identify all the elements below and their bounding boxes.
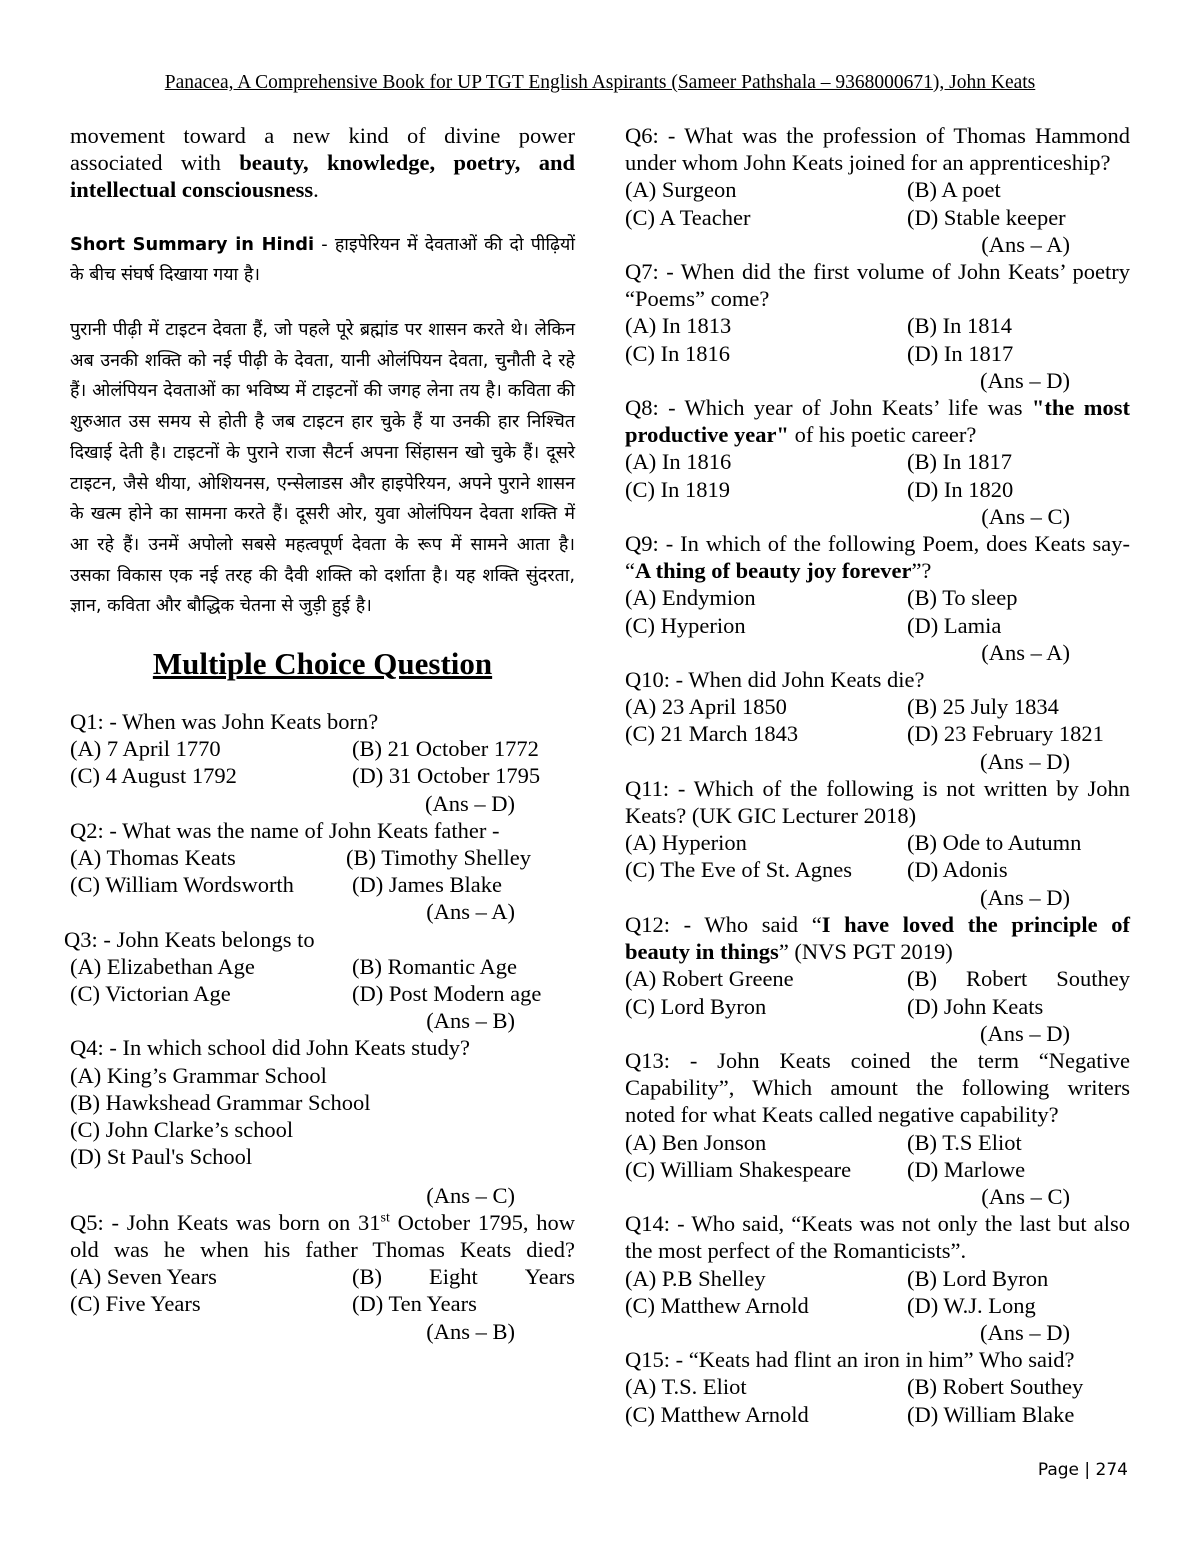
option: (A) 23 April 1850 bbox=[625, 694, 787, 720]
option: (B) Lord Byron bbox=[907, 1265, 1049, 1291]
option: (D) In 1817 bbox=[907, 340, 1014, 366]
option: (A) In 1816 bbox=[625, 449, 732, 475]
option: (C) 4 August 1792 bbox=[70, 763, 237, 789]
option: (D) William Blake bbox=[907, 1401, 1075, 1427]
answer: (Ans – C) bbox=[426, 1182, 515, 1208]
question-text: Capability”, Which amount the following writers bbox=[625, 1075, 1130, 1101]
option: (A) P.B Shelley bbox=[625, 1265, 766, 1291]
question-q5 bbox=[70, 1209, 575, 1345]
option: (C) A Teacher bbox=[625, 204, 751, 230]
option: (D) John Keats bbox=[907, 993, 1044, 1019]
question-q10 bbox=[625, 666, 1130, 775]
page-number: Page | 274 bbox=[1037, 1460, 1128, 1480]
answer: (Ans – A) bbox=[426, 899, 515, 925]
question-text: Q11: - Which of the following is not written by John bbox=[625, 775, 1130, 801]
option: (D) Lamia bbox=[907, 612, 1002, 638]
question-q8 bbox=[625, 394, 1130, 530]
option: (B) A poet bbox=[907, 177, 1001, 203]
running-header: Panacea, A Comprehensive Book for UP TGT English Aspirants (Sameer Pathshala – 9368000671), John Keats bbox=[164, 72, 1036, 93]
option: (A) King’s Grammar School bbox=[70, 1062, 327, 1088]
option: (A) Thomas Keats bbox=[70, 845, 236, 871]
option: (B) Robert Southey bbox=[907, 1374, 1084, 1400]
option: (B) Robert Southey bbox=[907, 966, 1130, 992]
question-text: the most perfect of the Romanticists”. bbox=[625, 1238, 967, 1264]
answer: (Ans – A) bbox=[981, 639, 1070, 665]
option: (D) Stable keeper bbox=[907, 204, 1066, 230]
question-q13 bbox=[625, 1047, 1130, 1210]
option: (A) Elizabethan Age bbox=[70, 953, 255, 979]
question-text: “Poems” come? bbox=[625, 286, 770, 312]
answer: (Ans – C) bbox=[981, 1183, 1070, 1209]
option: (B) In 1814 bbox=[907, 313, 1012, 339]
option: (B) Hawkshead Grammar School bbox=[70, 1089, 371, 1115]
option: (B) T.S Eliot bbox=[907, 1129, 1022, 1155]
option: (B) In 1817 bbox=[907, 449, 1012, 475]
question-q14 bbox=[625, 1210, 1130, 1346]
option: (C) Five Years bbox=[70, 1291, 201, 1317]
option: (A) Robert Greene bbox=[625, 966, 794, 992]
question-text: “A thing of beauty joy forever”? bbox=[625, 558, 932, 584]
answer: (Ans – D) bbox=[980, 1020, 1070, 1046]
option: (C) 21 March 1843 bbox=[625, 721, 799, 747]
question-text: Q4: - In which school did John Keats study? bbox=[70, 1035, 470, 1061]
question-text: Q9: - In which of the following Poem, does Keats say- bbox=[625, 531, 1130, 557]
hindi-summary-label: Short Summary in Hindi bbox=[70, 233, 315, 255]
option: (B) Romantic Age bbox=[352, 953, 517, 979]
right-column bbox=[625, 122, 1130, 1428]
option: (A) Endymion bbox=[625, 585, 756, 611]
question-text: noted for what Keats called negative capability? bbox=[625, 1102, 1059, 1128]
question-text: Q1: - When was John Keats born? bbox=[70, 709, 379, 735]
answer: (Ans – C) bbox=[981, 503, 1070, 529]
option: (C) Hyperion bbox=[625, 612, 746, 638]
answer: (Ans – D) bbox=[980, 748, 1070, 774]
option: (D) W.J. Long bbox=[907, 1292, 1036, 1318]
question-q1 bbox=[70, 708, 575, 817]
option: (A) In 1813 bbox=[625, 313, 732, 339]
option: (A) Hyperion bbox=[625, 830, 747, 856]
question-text: beauty in things” (NVS PGT 2019) bbox=[625, 939, 953, 965]
option: (B) 25 July 1834 bbox=[907, 694, 1059, 720]
question-text: Q14: - Who said, “Keats was not only the last but also bbox=[625, 1211, 1130, 1237]
intro-line: associated with beauty, knowledge, poetry, and bbox=[70, 150, 576, 176]
question-text: Q5: - John Keats was born on 31st October 1795, how bbox=[70, 1209, 575, 1235]
option: (C) William Wordsworth bbox=[70, 872, 294, 898]
question-text: Q6: - What was the profession of Thomas Hammond bbox=[625, 123, 1130, 148]
question-q7 bbox=[625, 258, 1130, 394]
intro-line: intellectual consciousness. bbox=[70, 177, 319, 203]
option: (C) In 1819 bbox=[625, 476, 730, 502]
question-q6 bbox=[625, 122, 1130, 258]
question-text: Q10: - When did John Keats die? bbox=[625, 667, 925, 693]
question-text: Q8: - Which year of John Keats’ life was "the most bbox=[625, 395, 1130, 421]
option: (C) John Clarke’s school bbox=[70, 1117, 294, 1143]
option: (C) In 1816 bbox=[625, 340, 730, 366]
answer: (Ans – A) bbox=[981, 231, 1070, 257]
option: (A) Surgeon bbox=[625, 177, 737, 203]
question-text: under whom John Keats joined for an apprenticeship? bbox=[625, 150, 1111, 176]
question-text: Q15: - “Keats had flint an iron in him” Who said? bbox=[625, 1347, 1075, 1373]
answer: (Ans – D) bbox=[425, 790, 515, 816]
option: (B) To sleep bbox=[907, 585, 1018, 611]
question-q3 bbox=[64, 926, 575, 1035]
option: (A) T.S. Eliot bbox=[625, 1374, 747, 1400]
intro-line: movement toward a new kind of divine power bbox=[70, 123, 575, 148]
answer: (Ans – B) bbox=[426, 1008, 515, 1034]
option: (D) James Blake bbox=[352, 872, 502, 898]
option: (A) Seven Years bbox=[70, 1264, 217, 1290]
option: (B) Ode to Autumn bbox=[907, 830, 1082, 856]
hindi-summary-intro: Short Summary in Hindi - हाइपेरियन में देवताओं की दो पीढ़ियों के बीच संघर्ष दिखाया गया है। bbox=[70, 233, 575, 286]
option: (C) Matthew Arnold bbox=[625, 1292, 809, 1318]
question-q11 bbox=[625, 775, 1130, 911]
answer: (Ans – B) bbox=[426, 1318, 515, 1344]
option: (C) Matthew Arnold bbox=[625, 1401, 809, 1427]
answer: (Ans – D) bbox=[980, 884, 1070, 910]
question-text: productive year" of his poetic career? bbox=[625, 422, 977, 448]
question-text: Q13: - John Keats coined the term “Negative bbox=[625, 1047, 1130, 1073]
question-q2 bbox=[70, 817, 575, 926]
option: (D) 23 February 1821 bbox=[907, 721, 1104, 747]
question-text: Q2: - What was the name of John Keats father - bbox=[70, 817, 500, 843]
section-heading: Multiple Choice Question bbox=[152, 646, 493, 682]
option: (D) Adonis bbox=[907, 857, 1008, 883]
question-q12 bbox=[625, 911, 1130, 1047]
option: (A) 7 April 1770 bbox=[70, 736, 221, 762]
question-text: Q7: - When did the first volume of John Keats’ poetry bbox=[625, 259, 1130, 285]
option: (C) Lord Byron bbox=[625, 993, 767, 1019]
question-q9 bbox=[625, 530, 1130, 666]
option: (B) 21 October 1772 bbox=[352, 736, 539, 762]
left-column bbox=[64, 122, 576, 1345]
option: (B) Eight Years bbox=[352, 1264, 575, 1290]
hindi-summary-body: पुरानी पीढ़ी में टाइटन देवता हैं, जो पहले पूरे ब्रह्मांड पर शासन करते थे। लेकिन अब उनकी शक्ति को नई पीढ़ी के देवता, यानी ओलंपियन देवता, चुनौती दे रहे हैं। ओलंपियन देवताओं का भविष्य में टाइटनों की जगह लेना तय है। कविता की शुरुआत उस समय से होती है जब टाइटन हार चुके हैं या उनकी हार निश्चित दिखाई देती है। टाइटनों के पुराने राजा सैटर्न अपना सिंहासन खो चुके हैं। दूसरे टाइटन, जैसे थीया, ओशियनस, एन्सेलाडस और हाइपेरियन, अपने पुराने शासन के खत्म होने का सामना करते हैं। दूसरी ओर, युवा ओलंपियन देवता शक्ति में आ रहे हैं। उनमें अपोलो सबसे महत्वपूर्ण देवता के रूप में सामने आता है। उसका विकास एक नई तरह की दैवी शक्ति को दर्शाता है। यह शक्ति सुंदरता, ज्ञान, कविता और बौद्धिक चेतना से जुड़ी हुई है। bbox=[70, 319, 575, 617]
option: (D) Ten Years bbox=[352, 1291, 477, 1317]
option: (D) St Paul's School bbox=[70, 1144, 253, 1170]
question-text: Q12: - Who said “I have loved the principle of bbox=[625, 911, 1130, 937]
option: (A) Ben Jonson bbox=[625, 1129, 767, 1155]
option: (C) The Eve of St. Agnes bbox=[625, 857, 853, 883]
option: (D) In 1820 bbox=[907, 476, 1014, 502]
option: (D) Marlowe bbox=[907, 1156, 1026, 1182]
option: (C) William Shakespeare bbox=[625, 1156, 852, 1182]
option: (C) Victorian Age bbox=[70, 981, 231, 1007]
option: (B) Timothy Shelley bbox=[346, 845, 532, 871]
answer: (Ans – D) bbox=[980, 367, 1070, 393]
question-text: Q3: - John Keats belongs to bbox=[64, 926, 315, 952]
question-text: Keats? (UK GIC Lecturer 2018) bbox=[625, 803, 917, 829]
option: (D) 31 October 1795 bbox=[352, 763, 541, 789]
option: (D) Post Modern age bbox=[352, 981, 542, 1007]
question-q4 bbox=[70, 1034, 575, 1208]
answer: (Ans – D) bbox=[980, 1319, 1070, 1345]
question-text: old was he when his father Thomas Keats died? bbox=[70, 1236, 575, 1262]
question-q15 bbox=[625, 1346, 1130, 1428]
